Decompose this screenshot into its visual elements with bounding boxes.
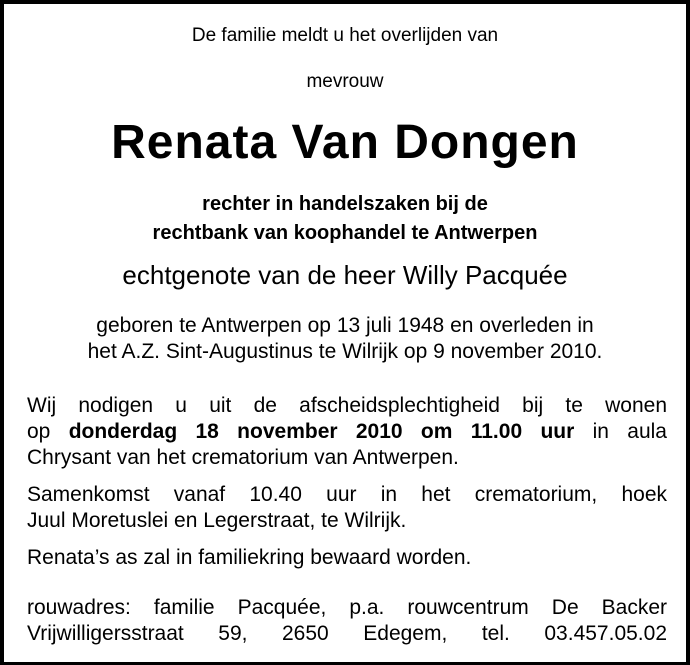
birth-death-block: [0, 313, 690, 365]
role-block: [0, 190, 690, 248]
born-line-2: het A.Z. Sint-Augustinus te Wilrijk op 9 november 2010.: [87, 340, 603, 363]
spouse-text: echtgenote van de heer Willy Pacquée: [122, 260, 568, 290]
ashes-paragraph: [27, 545, 667, 571]
title-text: mevrouw: [306, 71, 384, 92]
deceased-name: Renata Van Dongen: [111, 116, 579, 169]
ceremony-date-time: donderdag 18 november 2010 om 11.00 uur: [68, 420, 575, 443]
address-paragraph: [27, 595, 667, 647]
intro-text: De familie meldt u het overlijden van: [191, 25, 499, 46]
ashes-line: Renata’s as zal in familiekring bewaard worden.: [27, 546, 472, 569]
gathering-line-2: Juul Moretuslei en Legerstraat, te Wilrijk.: [27, 509, 407, 532]
born-line-1: geboren te Antwerpen op 13 juli 1948 en overleden in: [96, 314, 594, 337]
address-line-1: rouwadres: familie Pacquée, p.a. rouwcentrum De Backer: [27, 596, 667, 619]
gathering-paragraph: [27, 482, 667, 534]
role-line-2: rechtbank van koophandel te Antwerpen: [152, 222, 538, 244]
ceremony-paragraph: [27, 393, 667, 471]
gathering-line-1: Samenkomst vanaf 10.40 uur in het crematorium, hoek: [27, 483, 667, 506]
ceremony-line-1: Wij nodigen u uit de afscheidsplechtigheid bij te wonen: [27, 394, 667, 417]
ceremony-line-2-pre: op: [27, 420, 51, 443]
ceremony-line-2: [27, 419, 667, 445]
address-line-2: Vrijwilligersstraat 59, 2650 Edegem, tel. 03.457.05.02: [27, 622, 667, 645]
role-line-1: rechter in handelszaken bij de: [202, 193, 488, 215]
ceremony-line-2-post: in aula: [592, 420, 667, 443]
ceremony-line-3: Chrysant van het crematorium van Antwerpen.: [27, 446, 459, 469]
